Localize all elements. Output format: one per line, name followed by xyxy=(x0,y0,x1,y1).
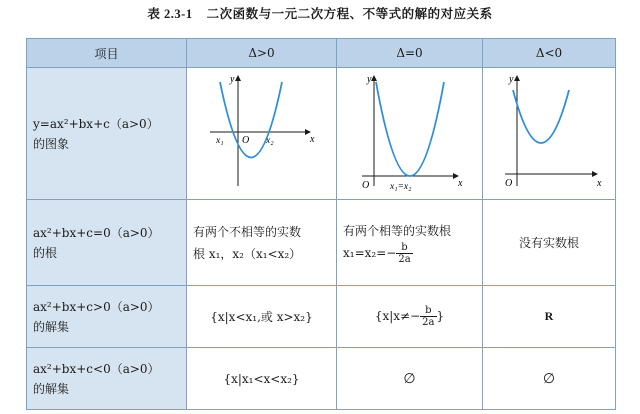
row-label-roots-line1: ax²+bx+c=0（a>0） xyxy=(33,225,160,240)
y-axis-label: y xyxy=(366,74,371,85)
row-label-graph-line1: y=ax²+bx+c（a>0） xyxy=(33,116,159,131)
roots-cell-delta-zero xyxy=(337,200,483,286)
origin-label: O xyxy=(361,180,369,191)
graph-cell-delta-zero xyxy=(337,68,483,200)
fraction xyxy=(420,305,436,328)
table-title xyxy=(0,4,640,22)
lt-cell-delta-positive: {x|x₁<x<x₂} xyxy=(187,348,337,410)
double-root-label: x₁=x₂ xyxy=(389,182,411,192)
roots-text-line2: 根 x₁，x₂（x₁<x₂） xyxy=(193,246,302,261)
root-x1-label: x₁ xyxy=(215,136,224,146)
gt-set-suffix: } xyxy=(436,309,445,323)
parabola-curve xyxy=(513,90,569,143)
root-x2-label: x₂ xyxy=(265,136,274,146)
y-axis-label: y xyxy=(229,74,234,85)
graph-cell-delta-negative xyxy=(483,68,616,200)
lt-cell-delta-negative: ∅ xyxy=(483,348,616,410)
row-label-greater-line1: ax²+bx+c>0（a>0） xyxy=(33,299,160,314)
row-label-greater xyxy=(27,286,187,348)
gt-cell-delta-zero xyxy=(337,286,483,348)
parabola-curve xyxy=(220,82,282,158)
fraction-denominator: 2a xyxy=(398,254,411,265)
graph-cell-delta-positive xyxy=(187,68,337,200)
fraction-numerator: b xyxy=(420,305,436,317)
row-label-greater-line2: 的解集 xyxy=(33,319,70,334)
parabola-two-roots-graph xyxy=(192,68,332,196)
fraction xyxy=(396,242,412,265)
gt-set-prefix: {x|x≠− xyxy=(374,309,421,323)
roots-formula-prefix: x₁=x₂=− xyxy=(343,246,397,260)
gt-cell-delta-negative: R xyxy=(483,286,616,348)
roots-text-line1: 有两个不相等的实数 xyxy=(193,224,302,239)
relation-table xyxy=(26,38,616,410)
table-title-text: 二次函数与一元二次方程、不等式的解的对应关系 xyxy=(206,6,493,21)
parabola-curve xyxy=(376,82,444,176)
header-delta-zero: Δ=0 xyxy=(337,39,483,68)
fraction-denominator: 2a xyxy=(422,317,435,328)
x-axis-label: x xyxy=(309,134,314,145)
roots-row xyxy=(27,200,616,286)
header-delta-negative: Δ<0 xyxy=(483,39,616,68)
header-item: 项目 xyxy=(27,39,187,68)
roots-text-line1: 有两个相等的实数根 xyxy=(343,224,452,238)
roots-formula xyxy=(343,242,482,265)
table-number: 表 2.3-1 xyxy=(147,7,193,21)
row-label-graph xyxy=(27,68,187,200)
header-delta-positive: Δ>0 xyxy=(187,39,337,68)
x-axis-label: x xyxy=(457,178,462,189)
y-axis-label: y xyxy=(509,74,514,85)
row-label-roots-line2: 的根 xyxy=(33,245,58,260)
greater-than-row xyxy=(27,286,616,348)
origin-label: O xyxy=(241,135,249,146)
roots-cell-delta-negative: 没有实数根 xyxy=(483,200,616,286)
parabola-no-root-graph xyxy=(485,68,613,196)
row-label-less-line2: 的解集 xyxy=(33,381,70,396)
roots-cell-delta-positive xyxy=(187,200,337,286)
graph-row xyxy=(27,68,616,200)
row-label-graph-line2: 的图象 xyxy=(33,136,70,151)
x-axis-label: x xyxy=(597,178,602,189)
fraction-numerator: b xyxy=(396,242,412,254)
gt-cell-delta-positive: {x|x<x₁,或 x>x₂} xyxy=(187,286,337,348)
row-label-less-line1: ax²+bx+c<0（a>0） xyxy=(33,361,160,376)
lt-cell-delta-zero: ∅ xyxy=(337,348,483,410)
header-row xyxy=(27,39,616,68)
row-label-roots xyxy=(27,200,187,286)
less-than-row xyxy=(27,348,616,410)
origin-label: O xyxy=(505,178,513,189)
row-label-less xyxy=(27,348,187,410)
parabola-one-root-graph xyxy=(340,68,480,196)
